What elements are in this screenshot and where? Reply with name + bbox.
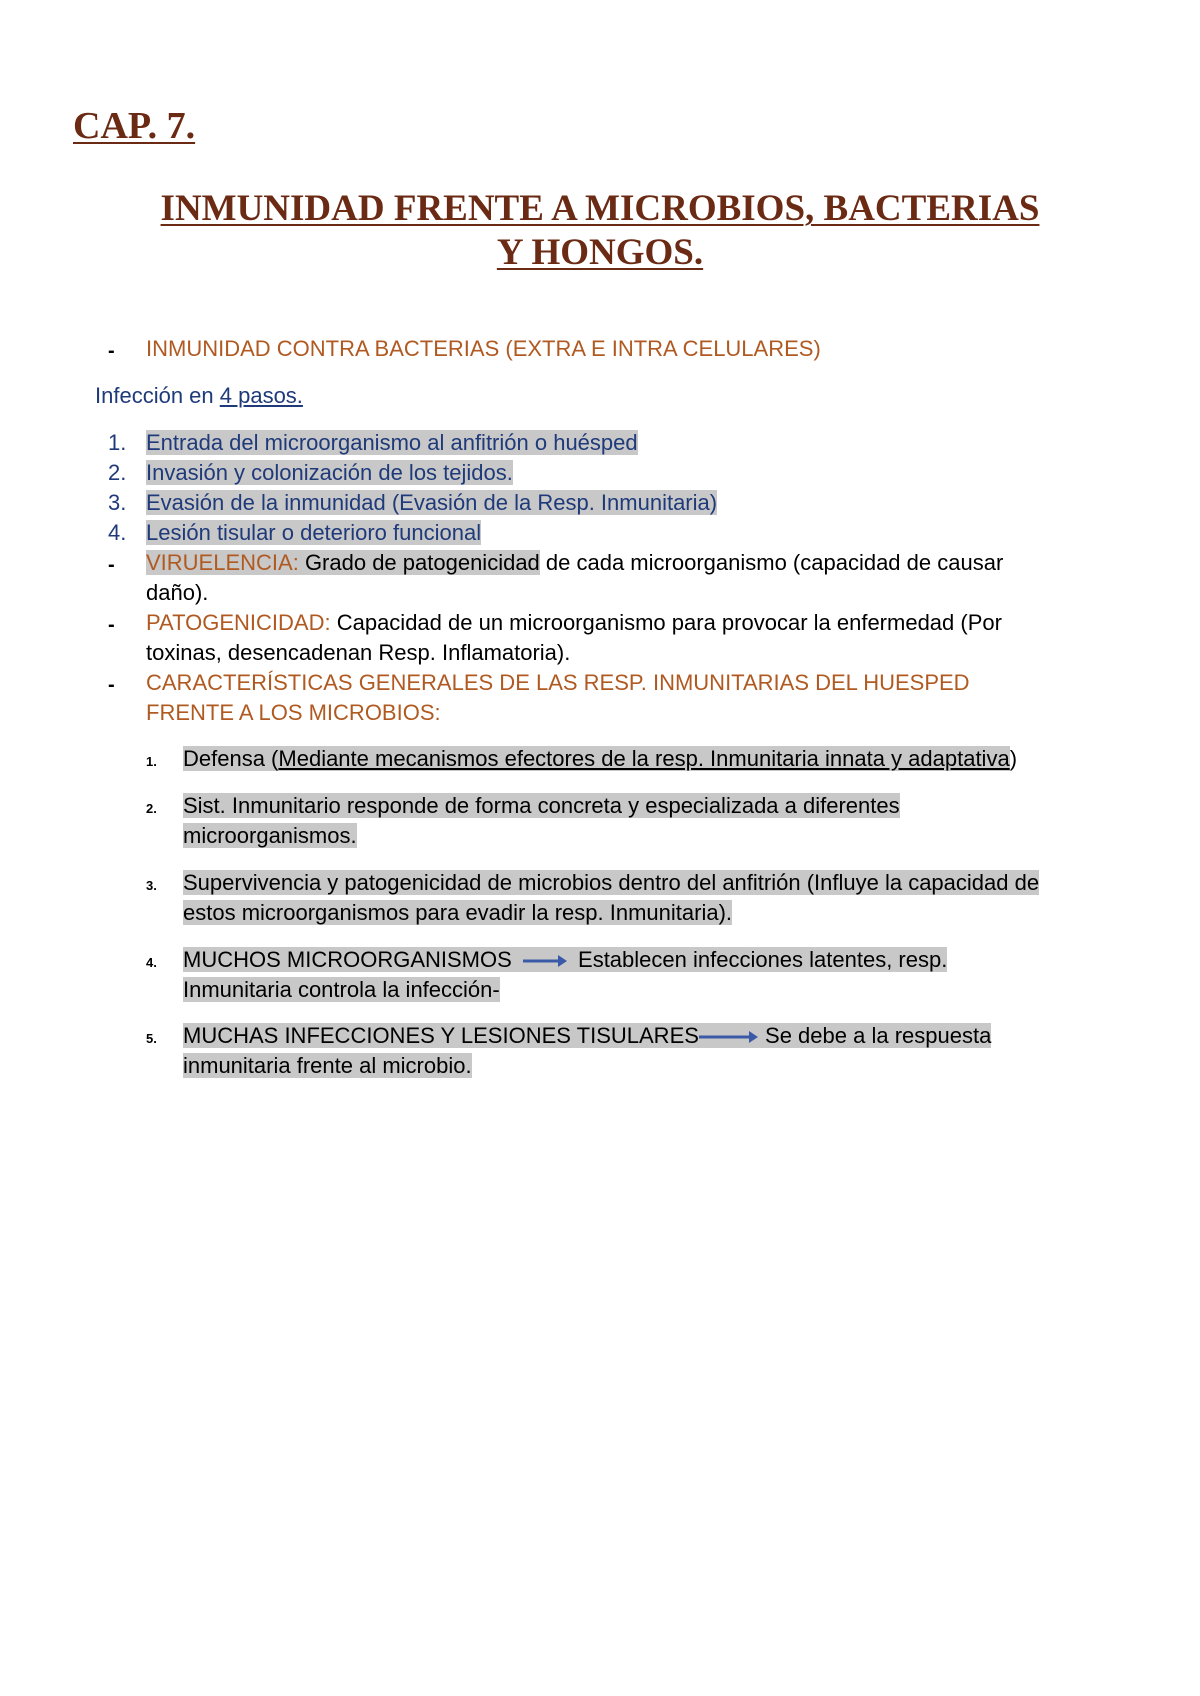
subitem-number: 1. — [146, 754, 157, 769]
virulencia-line2: daño). — [146, 580, 209, 605]
step-text: Evasión de la inmunidad (Evasión de la Resp. Inmunitaria) — [146, 490, 718, 515]
patogenicidad-line2: toxinas, desencadenan Resp. Inflamatoria). — [146, 640, 571, 665]
subitem-number: 2. — [146, 801, 157, 816]
subitem-1-post: ) — [1009, 746, 1018, 771]
subitem-1-pre: Defensa ( — [183, 746, 279, 771]
subitem-3-line2 — [183, 898, 732, 928]
subitem-2-line1 — [183, 791, 900, 821]
step-number: 4. — [108, 520, 127, 545]
subitem-1 — [183, 744, 1017, 774]
subitem-2-line2 — [183, 821, 357, 851]
step-item — [146, 458, 513, 488]
infeccion-link[interactable]: 4 pasos. — [219, 383, 303, 408]
step-item — [146, 518, 481, 548]
subitem-4-pre: MUCHOS MICROORGANISMOS — [183, 947, 518, 972]
virulencia-hl-text: Grado de patogenicidad — [298, 550, 540, 575]
subitem-5-pre: MUCHAS INFECCIONES Y LESIONES TISULARES — [183, 1023, 699, 1048]
step-number: 1. — [108, 430, 127, 455]
virulencia-line1 — [146, 548, 1003, 578]
subitem-number: 5. — [146, 1031, 157, 1046]
patogenicidad-rest: Capacidad de un microorganismo para provocar la enfermedad (Por — [330, 610, 1002, 635]
subitem-5-text2: inmunitaria frente al microbio. — [183, 1053, 472, 1078]
subitem-1-underlined: Mediante mecanismos efectores de la resp. Inmunitaria innata y adaptativa — [278, 746, 1010, 771]
virulencia-highlight — [146, 550, 540, 575]
caracteristicas-line1: CARACTERÍSTICAS GENERALES DE LAS RESP. INMUNITARIAS DEL HUESPED — [146, 670, 970, 695]
subitem-4-line1 — [183, 945, 947, 975]
patogenicidad-label: PATOGENICIDAD: — [146, 610, 331, 635]
subitem-5-highlight — [183, 1023, 991, 1048]
step-number: 3. — [108, 490, 127, 515]
subitem-5-line1 — [183, 1021, 991, 1051]
subitem-2-text1: Sist. Inmunitario responde de forma concreta y especializada a diferentes — [183, 793, 900, 818]
chapter-title: CAP. 7. — [73, 105, 196, 147]
bullet-dash: - — [108, 614, 115, 636]
bullet-dash: - — [108, 340, 115, 362]
step-text: Entrada del microorganismo al anfitrión o huésped — [146, 430, 638, 455]
subitem-4-post: Establecen infecciones latentes, resp. — [571, 947, 948, 972]
caracteristicas-line2: FRENTE A LOS MICROBIOS: — [146, 700, 441, 725]
infeccion-line — [95, 381, 303, 411]
step-item — [146, 428, 638, 458]
main-title-line1: INMUNIDAD FRENTE A MICROBIOS, BACTERIAS — [160, 188, 1040, 229]
bullet-dash: - — [108, 674, 115, 696]
subitem-number: 3. — [146, 878, 157, 893]
step-number: 2. — [108, 460, 127, 485]
section-heading-bacterias: INMUNIDAD CONTRA BACTERIAS (EXTRA E INTRA CELULARES) — [146, 336, 821, 361]
subitem-3-text1: Supervivencia y patogenicidad de microbios dentro del anfitrión (Influye la capacidad de — [183, 870, 1040, 895]
step-text: Lesión tisular o deterioro funcional — [146, 520, 482, 545]
subitem-2-text2: microorganismos. — [183, 823, 357, 848]
main-title — [80, 187, 1120, 275]
subitem-5-post: Se debe a la respuesta — [758, 1023, 992, 1048]
subitem-5-line2 — [183, 1051, 472, 1081]
virulencia-label: VIRUELENCIA: — [146, 550, 299, 575]
right-arrow-icon — [522, 954, 568, 968]
subitem-4-text2: Inmunitaria controla la infección- — [183, 977, 500, 1002]
subitem-number: 4. — [146, 955, 157, 970]
patogenicidad-line1 — [146, 608, 1002, 638]
subitem-4-highlight — [183, 947, 947, 972]
subitem-1-highlight — [183, 746, 1010, 771]
step-item — [146, 488, 717, 518]
subitem-4-line2 — [183, 975, 500, 1005]
bullet-dash: - — [108, 554, 115, 576]
virulencia-rest: de cada microorganismo (capacidad de causar — [539, 550, 1004, 575]
subitem-3-line1 — [183, 868, 1039, 898]
step-text: Invasión y colonización de los tejidos. — [146, 460, 513, 485]
main-title-line2: Y HONGOS. — [496, 232, 704, 273]
infeccion-prefix: Infección en — [95, 383, 220, 408]
right-arrow-icon — [699, 1030, 759, 1044]
subitem-3-text2: estos microorganismos para evadir la resp. Inmunitaria). — [183, 900, 733, 925]
